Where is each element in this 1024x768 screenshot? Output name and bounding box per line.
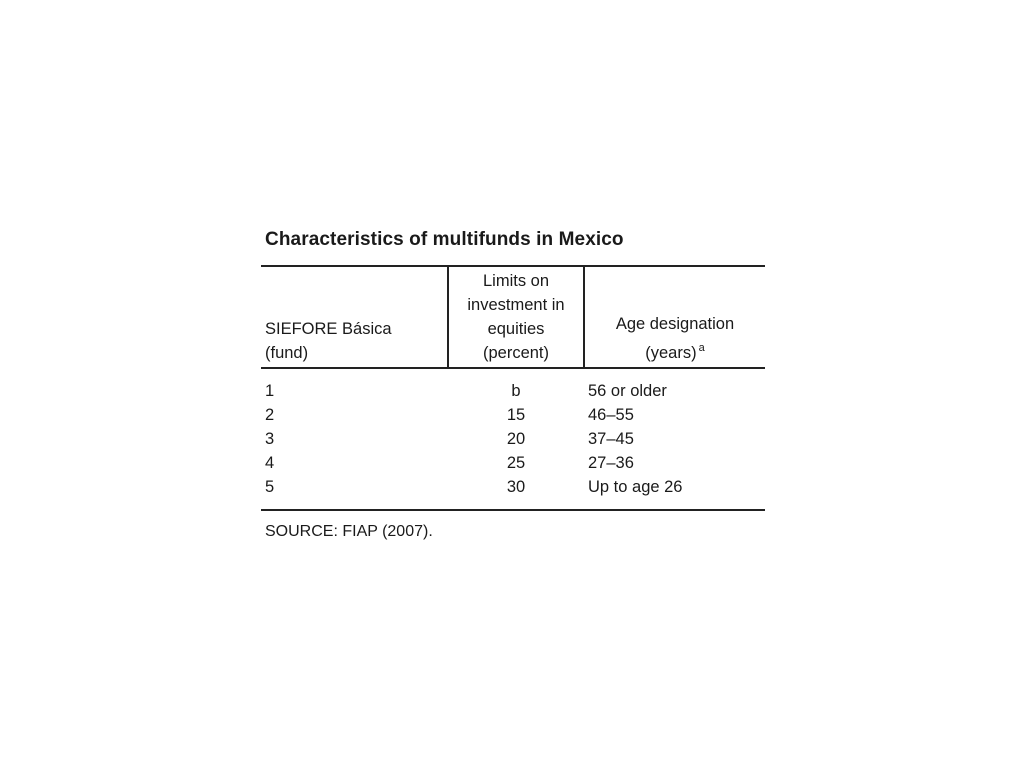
header-age-line2: (years) bbox=[645, 344, 697, 362]
header-limits-line2: investment in bbox=[467, 296, 565, 314]
cell-fund: 3 bbox=[265, 430, 275, 448]
cell-limit: 30 bbox=[506, 478, 526, 496]
table-row bbox=[261, 475, 765, 510]
cell-age: 37–45 bbox=[588, 430, 634, 448]
cell-limit: 25 bbox=[506, 454, 526, 472]
header-row bbox=[261, 266, 765, 368]
cell-fund: 5 bbox=[265, 478, 275, 496]
cell-fund: 1 bbox=[265, 382, 275, 400]
header-limits-line3: equities bbox=[487, 320, 545, 338]
multifunds-table bbox=[261, 265, 765, 511]
cell-limit: 15 bbox=[506, 406, 526, 424]
header-limits-line4: (percent) bbox=[482, 344, 550, 362]
cell-fund: 2 bbox=[265, 406, 275, 424]
header-limits bbox=[448, 266, 584, 368]
cell-limit: b bbox=[511, 382, 521, 400]
cell-fund: 4 bbox=[265, 454, 275, 472]
cell-limit: 20 bbox=[506, 430, 526, 448]
table-row bbox=[261, 451, 765, 475]
header-fund-line2: (fund) bbox=[265, 344, 309, 362]
cell-age: 46–55 bbox=[588, 406, 634, 424]
table-title: Characteristics of multifunds in Mexico bbox=[265, 229, 624, 250]
header-age bbox=[584, 266, 765, 368]
table-row bbox=[261, 427, 765, 451]
header-age-line1: Age designation bbox=[615, 315, 735, 333]
cell-age: 56 or older bbox=[588, 382, 667, 400]
table-header bbox=[261, 266, 765, 368]
source-note: SOURCE: FIAP (2007). bbox=[265, 523, 433, 540]
cell-age: 27–36 bbox=[588, 454, 634, 472]
document-table-figure bbox=[261, 226, 765, 543]
header-fund bbox=[261, 266, 448, 368]
header-fund-line1: SIEFORE Básica bbox=[265, 320, 392, 338]
table-row bbox=[261, 368, 765, 403]
table-body bbox=[261, 368, 765, 510]
footnote-a-marker: a bbox=[698, 342, 705, 354]
header-limits-line1: Limits on bbox=[482, 272, 550, 290]
table-row bbox=[261, 403, 765, 427]
cell-age: Up to age 26 bbox=[588, 478, 683, 496]
